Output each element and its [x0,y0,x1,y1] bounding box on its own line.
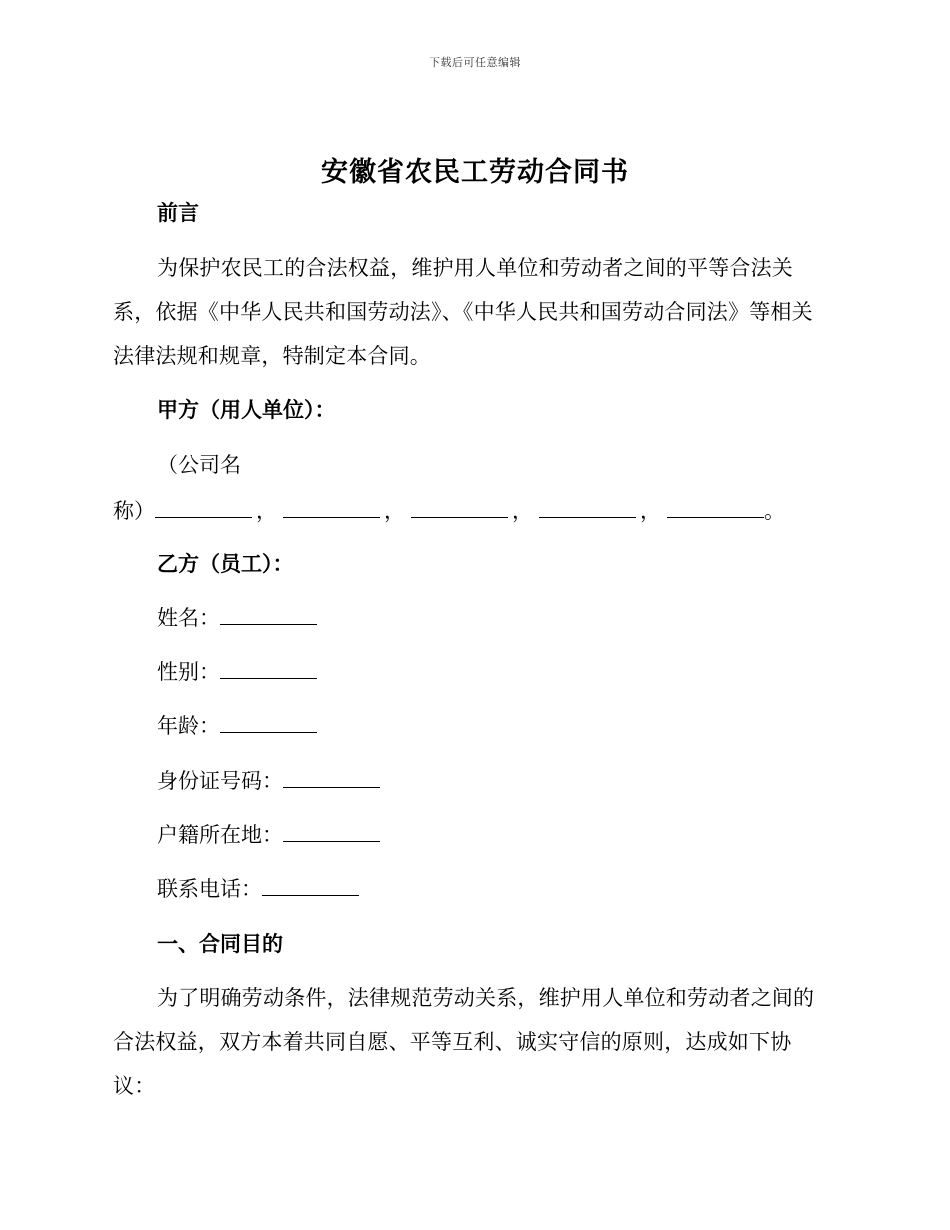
header-note: 下载后可任意编辑 [429,56,521,69]
id-number-label: 身份证号码： [157,769,283,793]
phone-field [157,874,359,904]
household-blank[interactable] [283,821,380,842]
company-blank-2[interactable] [283,497,380,518]
preface-body: 为保护农民工的合法权益，维护用人单位和劳动者之间的平等合法关系，依据《中华人民共和国劳动法》、《中华人民共和国劳动合同法》等相关法律法规和规章，特制定本合同。 [113,256,813,368]
company-blank-5[interactable] [667,497,764,518]
phone-label: 联系电话： [157,877,262,901]
party-b-heading: 乙方（员工）： [157,552,294,576]
household-label: 户籍所在地： [157,823,283,847]
company-blank-4[interactable] [539,497,636,518]
phone-blank[interactable] [262,875,359,896]
preface-heading: 前言 [157,201,199,225]
period-mark: 。 [764,499,785,523]
gender-blank[interactable] [220,658,317,679]
document-title: 安徽省农民工劳动合同书 [321,157,629,188]
company-label-line1: （公司名 [157,453,241,477]
company-label-line2: 称） [113,499,155,523]
comma-separator: ， [640,499,661,523]
company-blank-1[interactable] [155,497,252,518]
party-a-heading: 甲方（用人单位）： [157,398,336,422]
id-number-field [157,766,380,796]
age-label: 年龄： [157,714,220,738]
age-blank[interactable] [220,712,317,733]
household-field [157,820,380,850]
comma-separator: ， [256,499,277,523]
gender-label: 性别： [157,660,220,684]
section-1-body: 为了明确劳动条件，法律规范劳动关系，维护用人单位和劳动者之间的合法权益，双方本着共同自愿、平等互利、诚实守信的原则，达成如下协议： [113,986,815,1098]
comma-separator: ， [384,499,405,523]
gender-field [157,657,317,687]
name-field [157,603,317,633]
name-blank[interactable] [220,604,317,625]
name-label: 姓名： [157,606,220,630]
comma-separator: ， [512,499,533,523]
id-number-blank[interactable] [283,767,380,788]
company-blank-3[interactable] [411,497,508,518]
section-1-heading: 一、合同目的 [157,932,283,956]
age-field [157,711,317,741]
company-name-row [113,496,785,526]
